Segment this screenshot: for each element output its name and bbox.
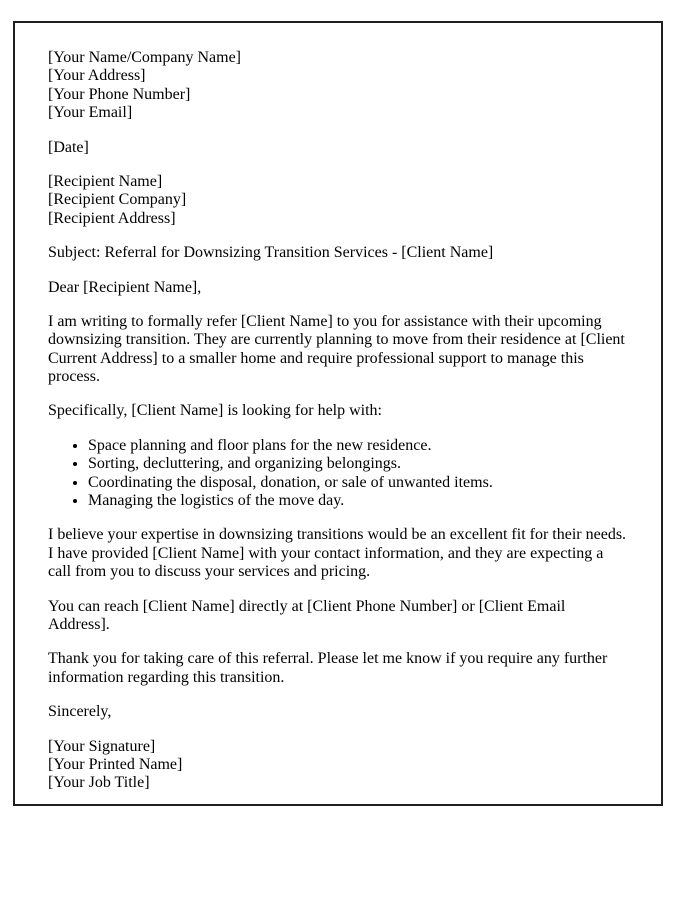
bullet-item: • Space planning and floor plans for the new residence.: [88, 437, 628, 455]
help-items-list: [48, 437, 628, 511]
signature-line: [Your Signature]: [48, 737, 156, 755]
subject-line: Subject: Referral for Downsizing Transition Services - [Client Name]: [48, 244, 494, 262]
recipient-block: [48, 173, 628, 228]
bullet-item: • Coordinating the disposal, donation, or sale of unwanted items.: [88, 474, 628, 492]
bullet-item: • Sorting, decluttering, and organizing belongings.: [88, 455, 628, 473]
sender-email-line: [Your Email]: [48, 104, 133, 122]
paragraph-fit: I believe your expertise in downsizing transitions would be an excellent fit for their needs. I have provided [Client Name] with your contact information, and they are expecting a call from you to discuss your services and pricing.: [48, 526, 627, 581]
recipient-company-line: [Recipient Company]: [48, 191, 187, 209]
sender-address-line: [Your Address]: [48, 67, 146, 85]
sender-block: [48, 49, 628, 123]
paragraph-contact: You can reach [Client Name] directly at [Client Phone Number] or [Client Email Address].: [48, 597, 566, 633]
paragraph-lead-in: Specifically, [Client Name] is looking for help with:: [48, 402, 382, 420]
recipient-name-line: [Recipient Name]: [48, 172, 163, 190]
signature-block: [48, 738, 628, 793]
letter-document: [13, 21, 663, 806]
recipient-address-line: [Recipient Address]: [48, 209, 176, 227]
date-line: [Date]: [48, 138, 89, 156]
paragraph-intro: I am writing to formally refer [Client Name] to you for assistance with their upcoming downsizing transition. They are currently planning to move from their residence at [Client Current Address] to a smaller home and require professional support to manage this process.: [48, 312, 625, 386]
closing: Sincerely,: [48, 703, 112, 721]
job-title-line: [Your Job Title]: [48, 774, 150, 792]
bullet-item: • Managing the logistics of the move day.: [88, 492, 628, 510]
sender-name-line: [Your Name/Company Name]: [48, 49, 242, 66]
salutation: Dear [Recipient Name],: [48, 278, 202, 296]
paragraph-thanks: Thank you for taking care of this referral. Please let me know if you require any further information regarding this transition.: [48, 650, 608, 686]
sender-phone-line: [Your Phone Number]: [48, 85, 191, 103]
printed-name-line: [Your Printed Name]: [48, 755, 183, 773]
